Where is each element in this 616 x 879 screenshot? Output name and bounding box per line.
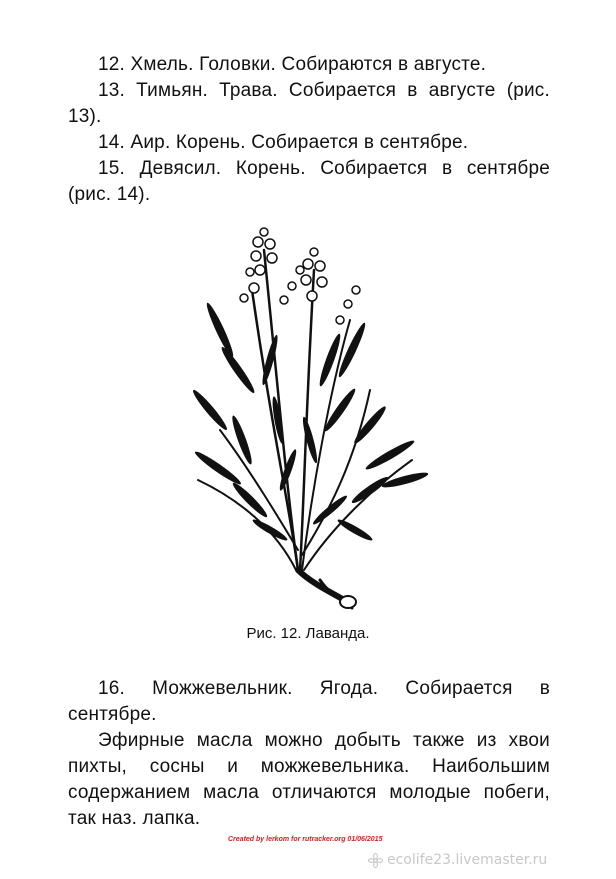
paragraph-calamus: 14. Аир. Корень. Собирается в сентябре. xyxy=(98,132,469,153)
paragraph-essential-oils: Эфирные масла можно добыть также из хвои пихты, сосны и можжевельника. Наибольшим содержанием масла отличаются молодые побеги, так наз. лапка. xyxy=(68,730,550,829)
flower-icon xyxy=(368,853,383,868)
watermark-text: ecolife23.livemaster.ru xyxy=(387,852,548,868)
paragraph-hops: 12. Хмель. Головки. Собираются в августе. xyxy=(98,54,487,75)
paragraph-juniper: 16. Можжевельник. Ягода. Собирается в сентябре. xyxy=(68,678,550,725)
lavender-illustration-icon xyxy=(180,210,440,620)
figure-caption: Рис. 12. Лаванда. xyxy=(246,625,370,642)
paragraph-thyme: 13. Тимьян. Трава. Собирается в августе (рис. 13). xyxy=(68,80,550,127)
scan-credit: Created by lerkom for rutracker.org 01/06/2015 xyxy=(228,836,383,843)
watermark xyxy=(368,852,547,868)
paragraph-elecampane: 15. Девясил. Корень. Собирается в сентябре (рис. 14). xyxy=(68,158,550,205)
